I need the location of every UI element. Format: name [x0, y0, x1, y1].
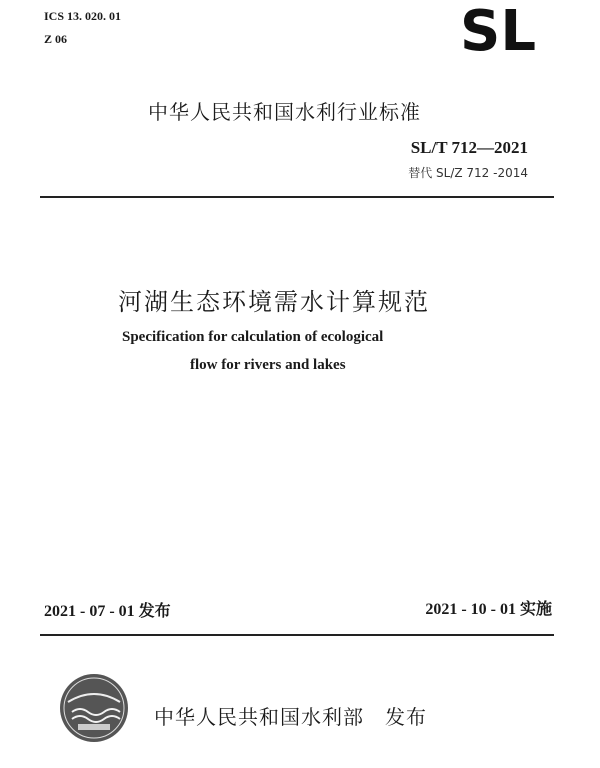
- header-divider: [40, 196, 554, 198]
- title-english-line1: Specification for calculation of ecological: [122, 329, 384, 345]
- publisher: 中华人民共和国水利部 发布: [154, 705, 427, 729]
- issue-date: 2021 - 07 - 01 发布: [44, 603, 171, 620]
- title-english-line2: flow for rivers and lakes: [190, 357, 346, 373]
- footer-divider: [40, 634, 554, 636]
- z-classification-code: Z 06: [44, 32, 68, 46]
- ministry-emblem-icon: [58, 672, 130, 744]
- implementation-date: 2021 - 10 - 01 实施: [425, 601, 552, 618]
- replaces-standard: 替代 SL/Z 712 -2014: [408, 166, 528, 180]
- ics-code: ICS 13. 020. 01: [44, 9, 122, 23]
- standard-category: 中华人民共和国水利行业标准: [148, 100, 421, 124]
- svg-text:SL: SL: [459, 6, 537, 54]
- title-chinese: 河湖生态环境需水计算规范: [118, 288, 430, 316]
- sl-logo: [452, 6, 544, 54]
- standard-number: SL/T 712—2021: [410, 138, 528, 157]
